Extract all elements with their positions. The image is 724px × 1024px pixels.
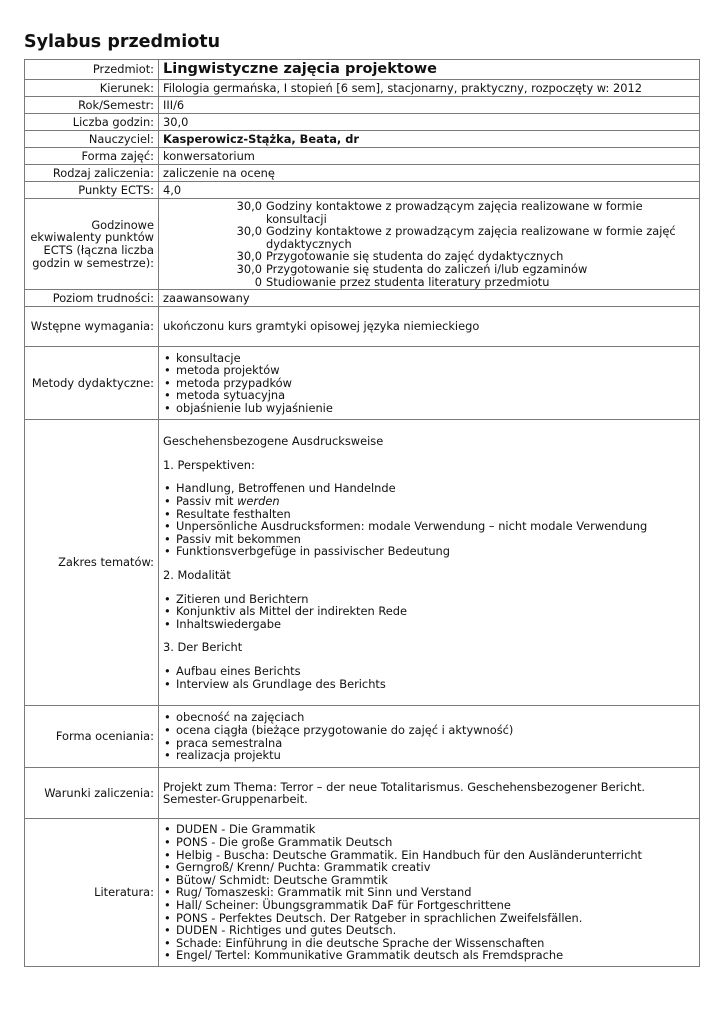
ects-line [159, 225, 696, 250]
row-rok [25, 97, 700, 114]
course-name: Lingwistyczne zajęcia projektowe [159, 60, 700, 80]
godziny-value: 30,0 [159, 114, 700, 131]
row-ects-breakdown [25, 199, 700, 290]
ects-line [159, 263, 696, 276]
section-title: 2. Modalität [163, 567, 231, 582]
label-wymagania: Wstępne wymagania: [25, 307, 159, 347]
label-nauczyciel: Nauczyciel: [25, 131, 159, 148]
list-item: • Zitieren und Berichtern [163, 593, 696, 606]
ects-hours: 30,0 [236, 249, 262, 264]
row-wymagania [25, 307, 700, 347]
list-item: • ocena ciągła (bieżące przygotowanie do zajęć i aktywność) [163, 724, 696, 737]
syllabus-table [24, 59, 700, 967]
list-item: • Gerngroß/ Krenn/ Puchta: Grammatik creativ [163, 861, 696, 874]
label-warunki: Warunki zaliczenia: [25, 768, 159, 819]
list-item: • Helbig - Buscha: Deutsche Grammatik. Ein Handbuch für den Ausländerunterricht [163, 849, 696, 862]
row-poziom [25, 290, 700, 307]
label-poziom: Poziom trudności: [25, 290, 159, 307]
row-literatura [25, 819, 700, 967]
kierunek-value: Filologia germańska, I stopień [6 sem], stacjonarny, praktyczny, rozpoczęty w: 2012 [159, 80, 700, 97]
list-item: • metoda projektów [163, 364, 696, 377]
list-item: • realizacja projektu [163, 749, 696, 762]
label-kierunek: Kierunek: [25, 80, 159, 97]
list-item: • Interview als Grundlage des Berichts [163, 678, 696, 691]
topic-intro: Geschehensbezogene Ausdrucksweise [163, 434, 384, 449]
row-kierunek [25, 80, 700, 97]
list-item: • DUDEN - Die Grammatik [163, 823, 696, 836]
row-godziny [25, 114, 700, 131]
section-title: 3. Der Bericht [163, 640, 243, 655]
ects-activity: Godziny kontaktowe z prowadzącym zajęcia realizowane w formie konsultacji [266, 199, 643, 226]
label-zakres: Zakres tematów: [25, 420, 159, 706]
list-item: • Engel/ Tertel: Kommunikative Grammatik deutsch als Fremdsprache [163, 949, 696, 962]
ects-line [159, 200, 696, 225]
ects-activity: Przygotowanie się studenta do zaliczeń i/lub egzaminów [266, 261, 588, 276]
row-ects [25, 182, 700, 199]
row-ocenianie [25, 706, 700, 768]
list-item: • metoda sytuacyjna [163, 389, 696, 402]
row-metody [25, 347, 700, 420]
zakres-content [159, 420, 700, 706]
list-item: • Unpersönliche Ausdrucksformen: modale Verwendung – nicht modale Verwendung [163, 520, 696, 533]
ects-activity: Godziny kontaktowe z prowadzącym zajęcia realizowane w formie zajęć dydaktycznych [266, 224, 676, 251]
list-item: • Konjunktiv als Mittel der indirekten Rede [163, 605, 696, 618]
list-item: • konsultacje [163, 352, 696, 365]
ects-hours: 0 [254, 274, 262, 289]
row-warunki [25, 768, 700, 819]
ects-hours: 30,0 [236, 199, 262, 213]
label-godziny: Liczba godzin: [25, 114, 159, 131]
metody-list [159, 347, 700, 420]
list-item: • PONS - Perfektes Deutsch. Der Ratgeber in sprachlichen Zweifelsfällen. [163, 912, 696, 925]
list-item: • praca semestralna [163, 737, 696, 750]
label-ects-breakdown: Godzinowe ekwiwalenty punktów ECTS (łączna liczba godzin w semestrze): [25, 199, 159, 290]
list-item: • Handlung, Betroffenen und Handelnde [163, 482, 696, 495]
row-forma-zajec [25, 148, 700, 165]
label-rodzaj-zaliczenia: Rodzaj zaliczenia: [25, 165, 159, 182]
list-item: • DUDEN - Richtiges und gutes Deutsch. [163, 924, 696, 937]
rok-value: III/6 [159, 97, 700, 114]
ects-value: 4,0 [159, 182, 700, 199]
list-item: • Rug/ Tomaszeski: Grammatik mit Sinn und Verstand [163, 886, 696, 899]
row-przedmiot [25, 60, 700, 80]
list-item-emphasis: werden [237, 493, 280, 508]
list-item: • PONS - Die große Grammatik Deutsch [163, 836, 696, 849]
page-title: Sylabus przedmiotu [24, 32, 221, 52]
label-forma-zajec: Forma zajęć: [25, 148, 159, 165]
list-item: • Inhaltswiedergabe [163, 618, 696, 631]
nauczyciel-value: Kasperowicz-Stążka, Beata, dr [159, 131, 700, 148]
list-item: • metoda przypadków [163, 377, 696, 390]
label-rok: Rok/Semestr: [25, 97, 159, 114]
row-zakres [25, 420, 700, 706]
list-item: • Aufbau eines Berichts [163, 665, 696, 678]
ects-hours: 30,0 [236, 261, 262, 276]
ects-activity: Przygotowanie się studenta do zajęć dydaktycznych [266, 249, 564, 264]
list-item-text: Passiv mit [176, 493, 234, 508]
ects-hours: 30,0 [236, 224, 262, 239]
list-item: • objaśnienie lub wyjaśnienie [163, 402, 696, 415]
label-metody: Metody dydaktyczne: [25, 347, 159, 420]
rodzaj-zaliczenia-value: zaliczenie na ocenę [159, 165, 700, 182]
forma-zajec-value: konwersatorium [159, 148, 700, 165]
list-item: • Passiv mit bekommen [163, 533, 696, 546]
list-item: • Funktionsverbgefüge in passivischer Bedeutung [163, 545, 696, 558]
wymagania-value: ukończonu kurs gramtyki opisowej języka niemieckiego [159, 307, 700, 347]
ects-line [159, 276, 696, 289]
warunki-value: Projekt zum Thema: Terror – der neue Totalitarismus. Geschehensbezogener Bericht. Semester-Gruppenarbeit. [159, 768, 700, 819]
list-item: • Schade: Einführung in die deutsche Sprache der Wissenschaften [163, 937, 696, 950]
row-rodzaj-zaliczenia [25, 165, 700, 182]
label-ects: Punkty ECTS: [25, 182, 159, 199]
label-przedmiot: Przedmiot: [25, 60, 159, 80]
ocenianie-list [159, 706, 700, 768]
list-item: • obecność na zajęciach [163, 711, 696, 724]
poziom-value: zaawansowany [159, 290, 700, 307]
list-item: • Hall/ Scheiner: Übungsgrammatik DaF für Fortgeschrittene [163, 899, 696, 912]
ects-breakdown [159, 199, 700, 290]
ects-activity: Studiowanie przez studenta literatury przedmiotu [266, 274, 550, 289]
row-nauczyciel [25, 131, 700, 148]
list-item: • Resultate festhalten [163, 508, 696, 521]
list-item: • Bütow/ Schmidt: Deutsche Grammtik [163, 874, 696, 887]
list-item [163, 495, 696, 508]
label-literatura: Literatura: [25, 819, 159, 967]
label-ocenianie: Forma oceniania: [25, 706, 159, 768]
section-title: 1. Perspektiven: [163, 457, 255, 472]
literatura-list [159, 819, 700, 967]
